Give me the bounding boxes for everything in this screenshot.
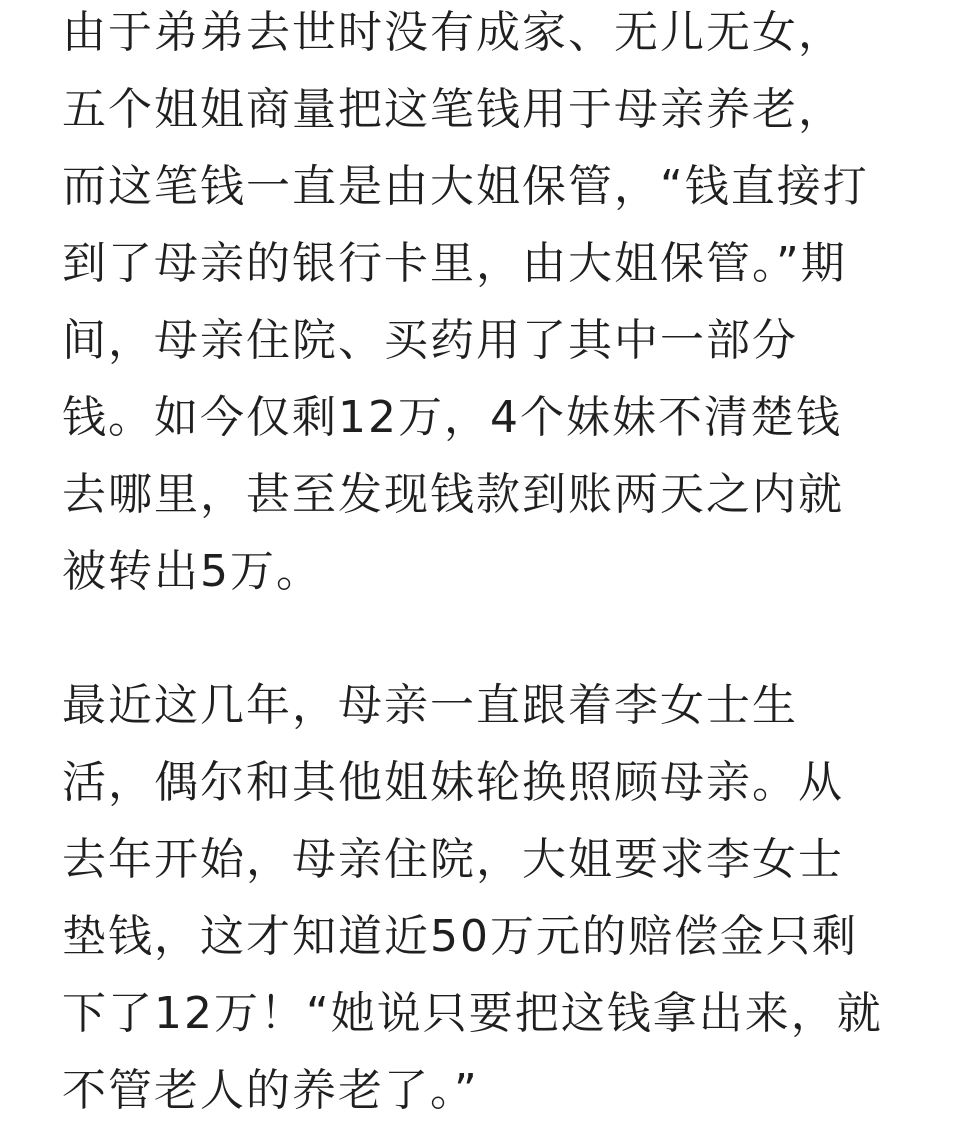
paragraph-line: 被转出5万。: [62, 546, 322, 597]
paragraph-line: 不管老人的养老了。”: [62, 1065, 479, 1116]
paragraph-line: 钱。如今仅剩12万，4个妹妹不清楚钱: [62, 392, 842, 443]
paragraph-line: 去哪里，甚至发现钱款到账两天之内就: [62, 469, 844, 520]
paragraph-line: 由于弟弟去世时没有成家、无儿无女，: [62, 7, 844, 58]
paragraph-line: 下了12万！“她说只要把这钱拿出来，就: [62, 988, 883, 1039]
paragraph-line: 到了母亲的银行卡里，由大姐保管。”期: [62, 238, 847, 289]
paragraph-line: 而这笔钱一直是由大姐保管，“钱直接打: [62, 161, 869, 212]
paragraph-line: 间，母亲住院、买药用了其中一部分: [62, 315, 798, 366]
paragraph-line: 垫钱，这才知道近50万元的赔偿金只剩: [62, 911, 858, 962]
paragraph-2: [62, 667, 883, 1129]
paragraph-line: 活，偶尔和其他姐妹轮换照顾母亲。从: [62, 757, 844, 808]
paragraph-1: [62, 0, 869, 610]
paragraph-line: 去年开始，母亲住院，大姐要求李女士: [62, 834, 844, 885]
paragraph-line: 最近这几年，母亲一直跟着李女士生: [62, 680, 798, 731]
paragraph-line: 五个姐姐商量把这笔钱用于母亲养老，: [62, 84, 844, 135]
